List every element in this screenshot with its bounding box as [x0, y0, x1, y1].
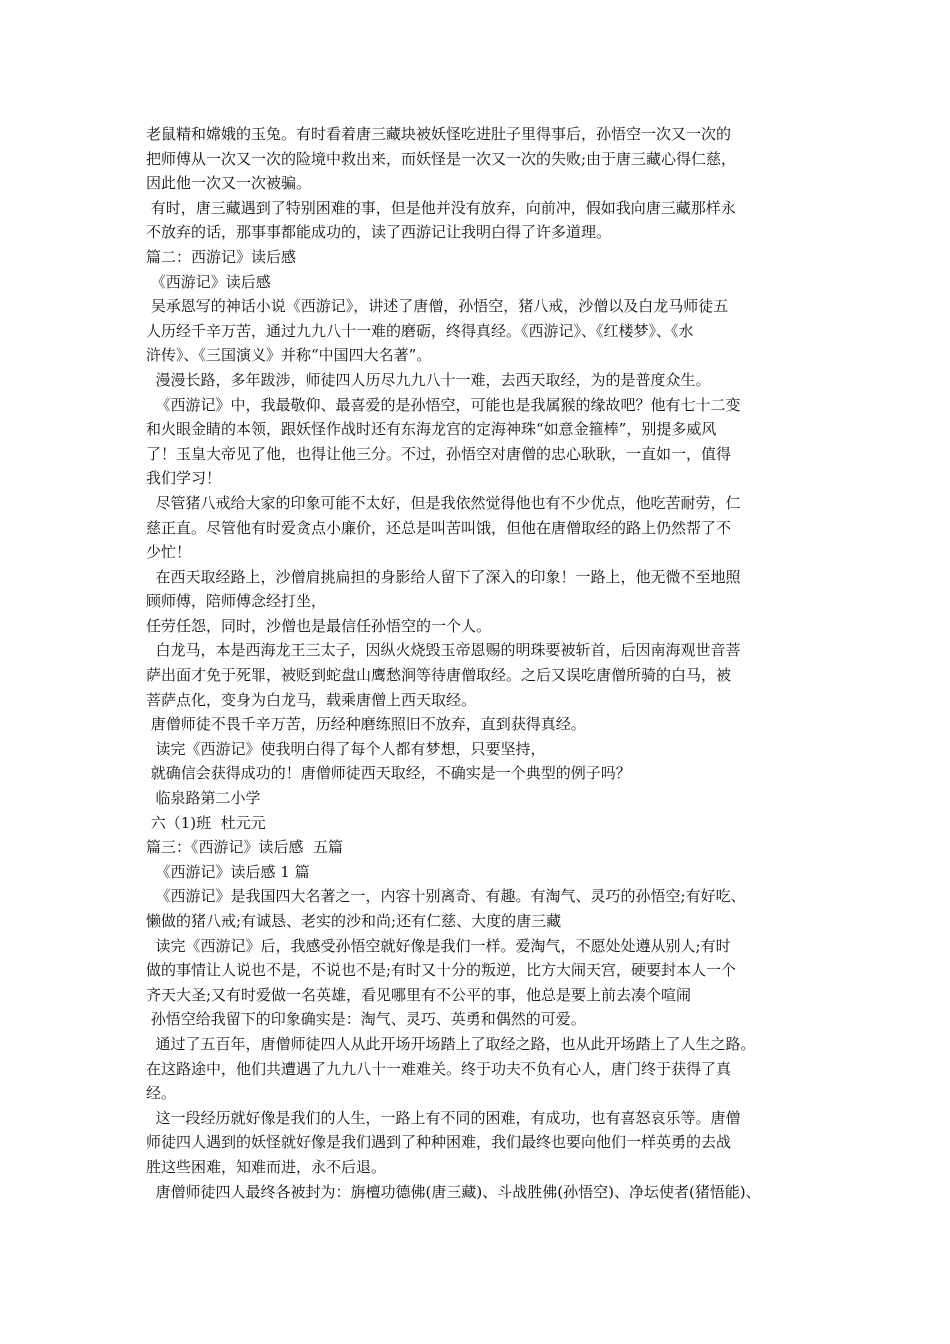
- text-line: 不放弃的话，那事事都能成功的，读了西游记让我明白得了许多道理。: [146, 223, 612, 242]
- text-line: 篇三：《西游记》读后感 五篇: [146, 838, 344, 857]
- text-line: 《西游记》读后感 1 篇: [146, 862, 310, 881]
- text-line: 我们学习！: [146, 469, 222, 488]
- text-line: 因此他一次又一次被骗。: [146, 174, 312, 193]
- text-line: 《西游记》中，我最敬仰、最喜爱的是孙悟空，可能也是我属猴的缘故吧？他有七十二变: [146, 395, 741, 414]
- text-line: 吴承恩写的神话小说《西游记》，讲述了唐僧，孙悟空，猪八戒，沙僧以及白龙马师徒五: [146, 297, 729, 316]
- text-line: 尽管猪八戒给大家的印象可能不太好，但是我依然觉得他也有不少优点，他吃苦耐劳，仁: [146, 493, 741, 512]
- text-line: 白龙马，本是西海龙王三太子，因纵火烧毁玉帝恩赐的明珠要被斩首，后因南海观世音菩: [146, 641, 741, 660]
- text-line: 六（1)班 杜元元: [146, 813, 266, 832]
- text-line: 唐僧师徒不畏千辛万苦，历经种磨练照旧不放弃，直到获得真经。: [146, 715, 586, 734]
- text-line: 读完《西游记》使我明白得了每个人都有梦想，只要坚持，: [146, 739, 546, 758]
- text-line: 萨出面才免于死罪，被贬到蛇盘山鹰愁涧等待唐僧取经。之后又误吃唐僧所骑的白马，被: [146, 666, 732, 685]
- text-line: 顾师傅，陪师傅念经打坐，: [146, 592, 327, 611]
- text-line: 老鼠精和嫦娥的玉兔。有时看着唐三藏块被妖怪吃进肚子里得事后，孙悟空一次又一次的: [146, 125, 732, 143]
- text-line: 有时，唐三藏遇到了特别困难的事，但是他并没有放弃，向前冲，假如我向唐三藏那样永: [146, 198, 736, 217]
- text-line: 任劳任怨，同时，沙僧也是最信任孙悟空的一个人。: [146, 616, 492, 635]
- text-line: 临泉路第二小学: [146, 789, 261, 808]
- text-line: 读完《西游记》后，我感受孙悟空就好像是我们一样。爱淘气，不愿处处遵从别人;有时: [146, 936, 731, 955]
- text-line: 经。: [146, 1084, 177, 1103]
- text-line: 师徒四人遇到的妖怪就好像是我们遇到了种种困难，我们最终也要向他们一样英勇的去战: [146, 1133, 732, 1152]
- text-line: 就确信会获得成功的！唐僧师徒西天取经，不确实是一个典型的例子吗？: [146, 764, 631, 783]
- text-line: 《西游记》是我国四大名著之一，内容十别离奇、有趣。有淘气、灵巧的孙悟空;有好吃、: [146, 887, 746, 906]
- text-line: 《西游记》读后感: [146, 272, 271, 291]
- text-line: 孙悟空给我留下的印象确实是：淘气、灵巧、英勇和偶然的可爱。: [146, 1010, 586, 1029]
- text-line: 篇二：西游记》读后感: [146, 247, 297, 266]
- text-line: 懒做的猪八戒;有诚恳、老实的沙和尚;还有仁慈、大度的唐三藏: [146, 912, 562, 930]
- text-line: 少忙！: [146, 543, 192, 562]
- text-line: 把师傅从一次又一次的险境中救出来，而妖怪是一次又一次的失败;由于唐三藏心得仁慈，: [146, 149, 737, 168]
- text-line: 人历经千辛万苦，通过九九八十一难的磨砺，终得真经。《西游记》、《红楼梦》、《水: [146, 321, 694, 340]
- text-line: 在西天取经路上，沙僧肩挑扁担的身影给人留下了深入的印象！一路上，他无微不至地照: [146, 567, 741, 586]
- text-line: 唐僧师徒四人最终各被封为：旃檀功德佛(唐三藏)、斗战胜佛(孙悟空)、净坛使者(猪悟能)、: [146, 1182, 761, 1201]
- text-line: 和火眼金睛的本领，跟妖怪作战时还有东海龙宫的定海神珠“如意金箍棒”，别提多威风: [146, 420, 717, 439]
- document-body: [146, 122, 826, 1204]
- text-line: 慈正直。尽管他有时爱贪点小廉价，还总是叫苦叫饿，但他在唐僧取经的路上仍然帮了不: [146, 518, 732, 537]
- text-line: 漫漫长路，多年跋涉，师徒四人历尽九九八十一难，去西天取经，为的是普度众生。: [146, 370, 711, 389]
- text-line: 这一段经历就好像是我们的人生，一路上有不同的困难，有成功，也有喜怒哀乐等。唐僧: [146, 1108, 741, 1127]
- text-line: 菩萨点化，变身为白龙马，载乘唐僧上西天取经。: [146, 690, 477, 709]
- text-line: 做的事情让人说也不是，不说也不是;有时又十分的叛逆，比方大闹天宫，硬要封本人一个: [146, 961, 737, 980]
- text-line: 在这路途中，他们共遭遇了九九八十一难难关。终于功夫不负有心人，唐门终于获得了真: [146, 1059, 732, 1078]
- text-line: 通过了五百年，唐僧师徒四人从此开场开场踏上了取经之路，也从此开场踏上了人生之路。: [146, 1034, 756, 1053]
- text-line: 浒传》、《三国演义》并称“中国四大名著”。: [146, 346, 432, 365]
- text-line: 齐天大圣;又有时爱做一名英雄，看见哪里有不公平的事，他总是要上前去凑个喧闹: [146, 985, 692, 1004]
- text-line: 胜这些困难，知难而进，永不后退。: [146, 1157, 387, 1176]
- text-line: 了！玉皇大帝见了他，也得让他三分。不过，孙悟空对唐僧的忠心耿耿，一直如一，值得: [146, 444, 732, 463]
